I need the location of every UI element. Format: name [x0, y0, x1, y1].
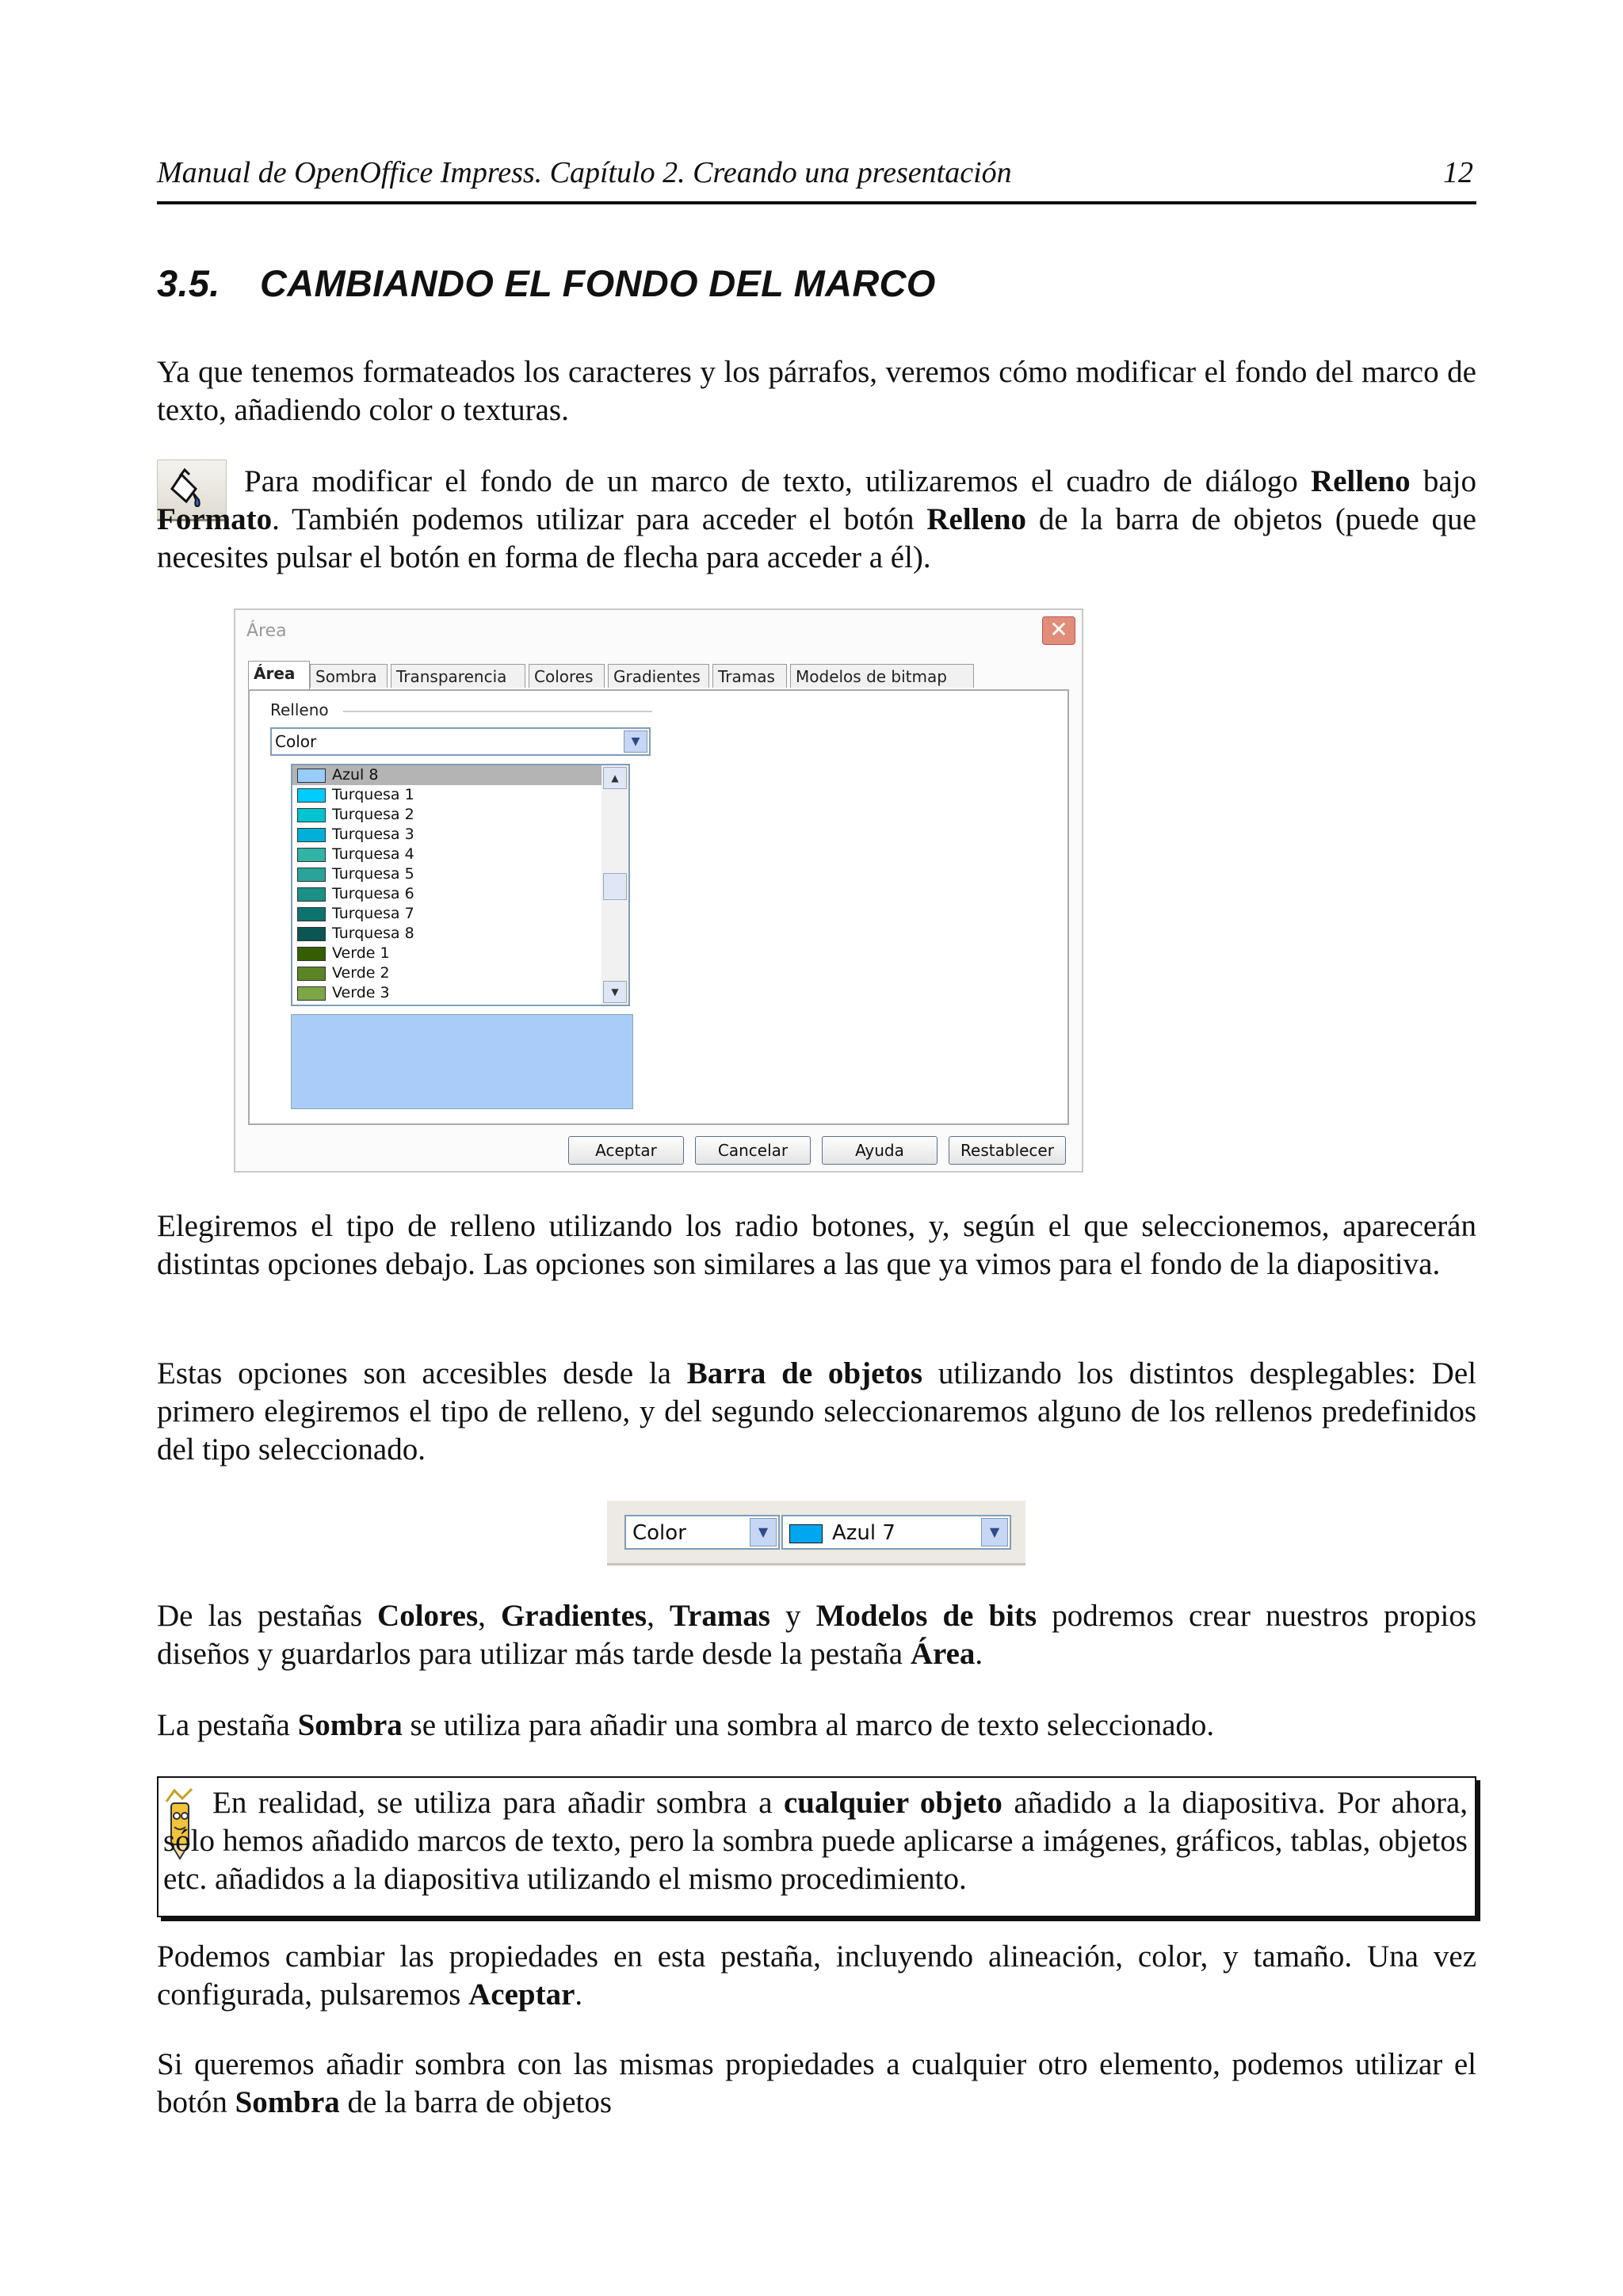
restablecer-button[interactable]: Restablecer	[949, 1136, 1066, 1165]
fill-type-value: Color	[275, 732, 317, 751]
tab-sombra[interactable]: Sombra	[310, 664, 388, 688]
list-item[interactable]	[292, 983, 628, 1003]
section-title: CAMBIANDO EL FONDO DEL MARCO	[260, 262, 936, 304]
list-item[interactable]	[292, 884, 628, 904]
paragraph-properties: Podemos cambiar las propiedades en esta pestaña, incluyendo alineación, color, y tamaño. Una vez configurada, pulsaremos Aceptar.	[157, 1939, 1476, 2012]
header-title: Manual de OpenOffice Impress. Capítulo 2. Creando una presentación	[157, 156, 1012, 189]
tab-tramas[interactable]: Tramas	[712, 664, 787, 688]
note-box	[157, 1776, 1476, 1917]
scroll-up-icon[interactable]: ▲	[603, 767, 627, 789]
color-name: Turquesa 8	[332, 925, 414, 942]
color-name: Turquesa 5	[332, 865, 414, 883]
paragraph-relleno: Para modificar el fondo de un marco de texto, utilizaremos el cuadro de diálogo Relleno bajo Formato. También podemos utilizar para acceder el botón Relleno de la barra de objetos (puede que necesites pulsar el botón en forma de flecha para acceder a él).	[157, 464, 1476, 574]
chevron-down-icon[interactable]: ▼	[624, 730, 647, 753]
close-icon[interactable]: ✕	[1042, 616, 1075, 645]
color-name: Verde 3	[332, 984, 390, 1001]
color-swatch	[297, 868, 326, 882]
color-name: Turquesa 3	[332, 826, 414, 843]
tab-modelos-bitmap[interactable]: Modelos de bitmap	[790, 664, 974, 688]
fill-group-label: Relleno	[270, 700, 329, 719]
paragraph-intro: Ya que tenemos formateados los caracteres y los párrafos, veremos cómo modificar el fondo del marco de texto, añadiendo color o texturas.	[157, 355, 1476, 427]
color-swatch	[297, 927, 326, 941]
section-number: 3.5.	[157, 262, 220, 304]
area-dialog	[234, 608, 1083, 1173]
color-name: Turquesa 7	[332, 905, 414, 922]
color-swatch	[297, 769, 326, 783]
paragraph-shadow: La pestaña Sombra se utiliza para añadir una sombra al marco de texto seleccionado.	[157, 1708, 1215, 1742]
aceptar-button[interactable]: Aceptar	[568, 1136, 684, 1165]
color-swatch	[297, 907, 326, 921]
chevron-down-icon[interactable]: ▼	[981, 1518, 1008, 1547]
chevron-down-icon[interactable]: ▼	[750, 1518, 777, 1547]
group-divider	[343, 711, 652, 712]
color-list[interactable]	[291, 764, 630, 1006]
color-name: Turquesa 1	[332, 786, 414, 803]
list-item[interactable]	[292, 805, 628, 825]
color-preview	[291, 1014, 633, 1109]
fill-type-select[interactable]	[270, 727, 651, 756]
color-swatch	[789, 1524, 823, 1543]
color-swatch	[297, 828, 326, 842]
note-text: En realidad, se utiliza para añadir sombra a cualquier objeto añadido a la diapositiva. Por ahora, sólo hemos añadido marcos de texto, pero la sombra puede aplicarse a imágenes, gráficos, tablas, objetos etc. añadidos a la diapositiva utilizando el mismo procedimiento.	[163, 1786, 1468, 1896]
list-item[interactable]	[292, 944, 628, 963]
color-name: Verde 1	[332, 944, 390, 962]
area-tab-panel	[248, 689, 1069, 1125]
scroll-thumb[interactable]	[603, 873, 627, 900]
dialog-title: Área	[246, 621, 287, 641]
color-swatch	[297, 808, 326, 822]
color-name: Turquesa 4	[332, 845, 414, 863]
paragraph-fill-type: Elegiremos el tipo de relleno utilizando los radio botones, y, según el que seleccionemos, aparecerán distintas opciones debajo. Las opciones son similares a las que ya vimos para el fondo de la diapositiva.	[157, 1209, 1476, 1281]
list-item[interactable]	[292, 785, 628, 805]
page-number: 12	[1443, 156, 1473, 189]
toolbar-fill-color-value: Azul 7	[832, 1521, 896, 1545]
list-item[interactable]	[292, 963, 628, 983]
toolbar-fill-type-select[interactable]	[624, 1515, 780, 1550]
color-swatch	[297, 887, 326, 902]
ayuda-button[interactable]: Ayuda	[822, 1136, 938, 1165]
paragraph-tabs: De las pestañas Colores, Gradientes, Tramas y Modelos de bits podremos crear nuestros propios diseños y guardarlos para utilizar más tarde desde la pestaña Área.	[157, 1599, 1477, 1671]
paragraph-object-bar: Estas opciones son accesibles desde la Barra de objetos utilizando los distintos desplegables: Del primero elegiremos el tipo de relleno, y del segundo seleccionaremos alguno de los rellenos predefinidos del tipo seleccionado.	[157, 1356, 1476, 1466]
tab-transparencia[interactable]: Transparencia	[391, 664, 525, 688]
object-bar-fill-toolbar	[607, 1501, 1025, 1566]
list-item[interactable]	[292, 845, 628, 864]
color-name: Azul 8	[332, 766, 379, 784]
color-name: Turquesa 2	[332, 806, 414, 823]
paragraph-shadow-button: Si queremos añadir sombra con las mismas propiedades a cualquier otro elemento, podemos utilizar el botón Sombra de la barra de objetos	[157, 2047, 1476, 2119]
list-item[interactable]	[292, 904, 628, 924]
list-item[interactable]	[292, 864, 628, 884]
toolbar-fill-type-value: Color	[632, 1521, 686, 1545]
list-item[interactable]	[292, 924, 628, 944]
color-swatch	[297, 986, 326, 1001]
list-scrollbar[interactable]	[601, 765, 628, 1005]
color-name: Verde 2	[332, 964, 390, 982]
list-item[interactable]	[292, 765, 628, 785]
color-swatch	[297, 947, 326, 961]
tab-area[interactable]: Área	[248, 661, 310, 689]
color-swatch	[297, 967, 326, 981]
section-heading	[157, 261, 936, 305]
toolbar-fill-color-select[interactable]	[781, 1515, 1011, 1550]
color-swatch	[297, 788, 326, 803]
tab-colores[interactable]: Colores	[529, 664, 605, 688]
scroll-down-icon[interactable]: ▼	[603, 981, 627, 1003]
color-swatch	[297, 848, 326, 862]
page-header	[157, 155, 1476, 204]
color-name: Turquesa 6	[332, 885, 414, 902]
tab-gradientes[interactable]: Gradientes	[608, 664, 709, 688]
list-item[interactable]	[292, 825, 628, 845]
cancelar-button[interactable]: Cancelar	[695, 1136, 811, 1165]
